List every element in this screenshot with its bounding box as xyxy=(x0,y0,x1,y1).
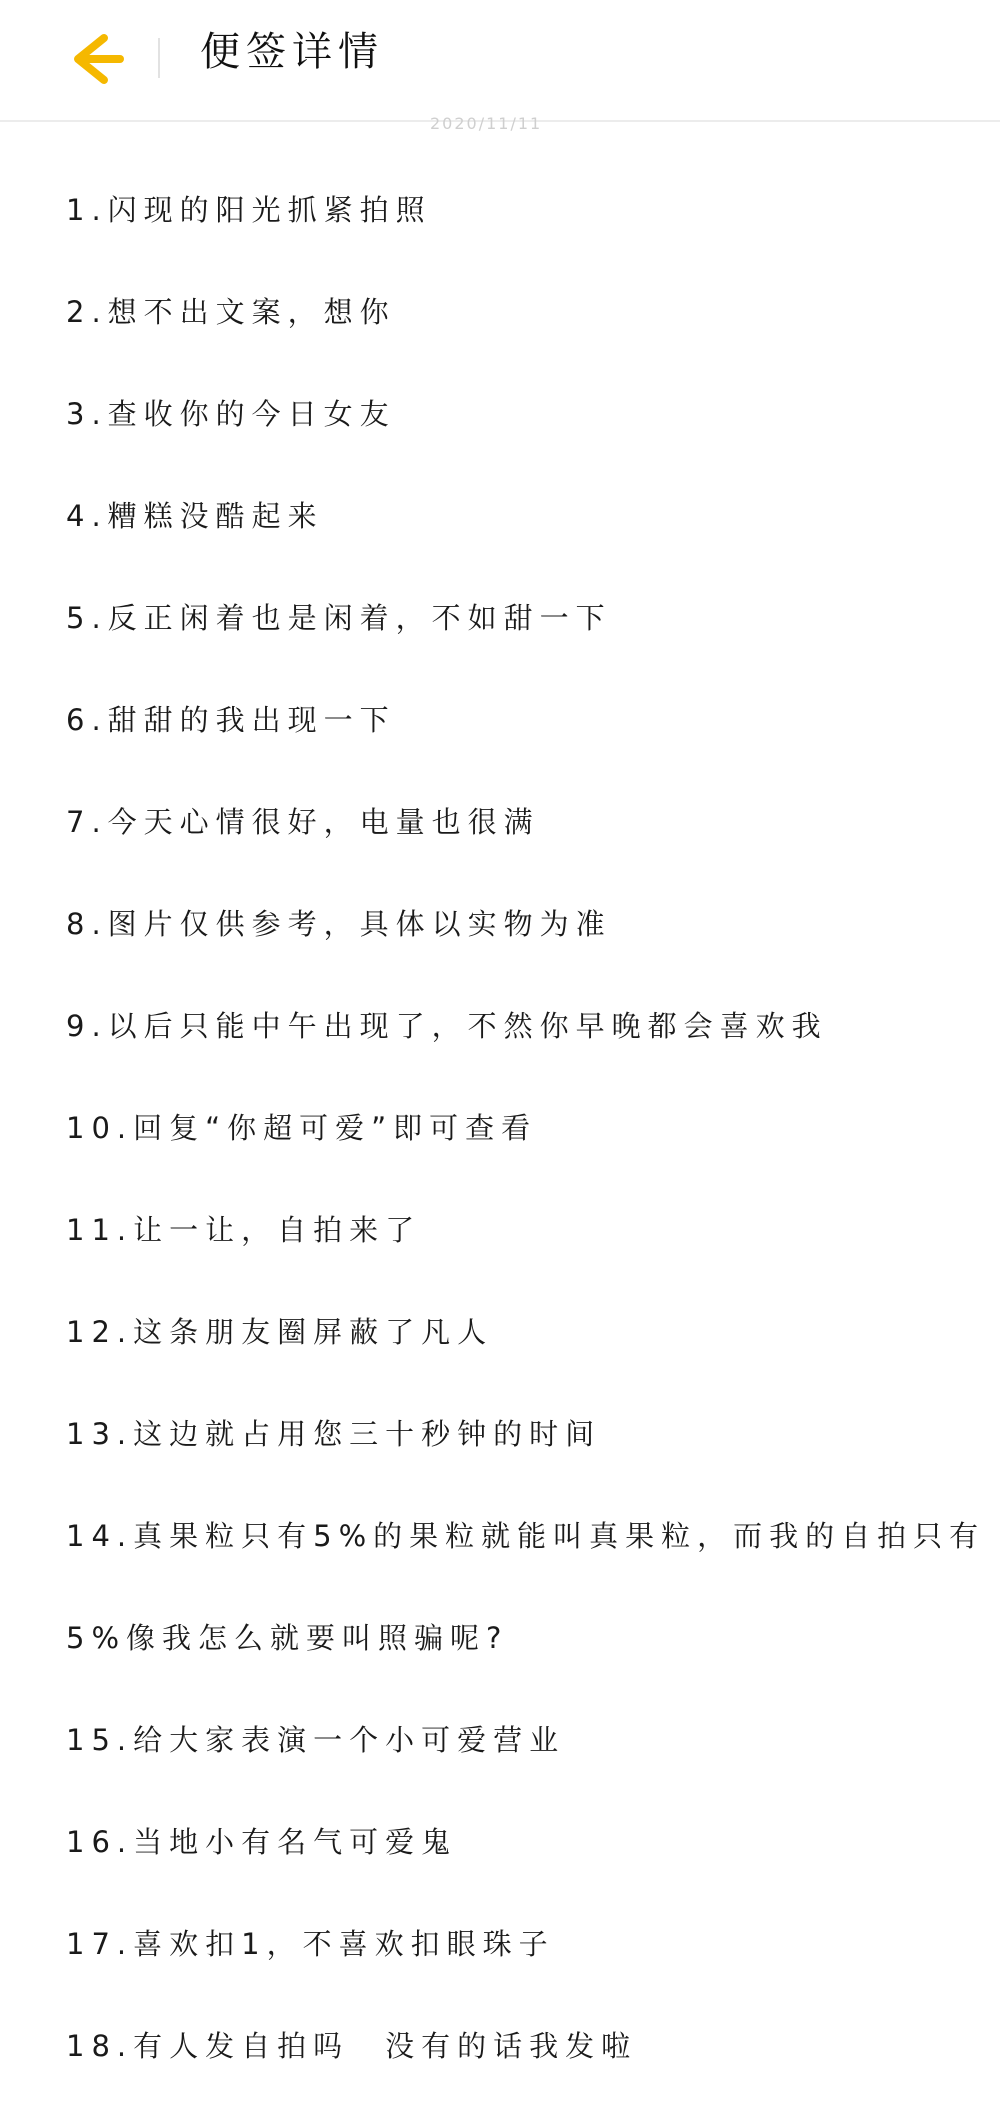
note-line: 1.闪现的阳光抓紧拍照 xyxy=(66,193,432,227)
note-line: 17.喜欢扣1，不喜欢扣眼珠子 xyxy=(66,1927,555,1961)
note-line: 14.真果粒只有5%的果粒就能叫真果粒，而我的自拍只有 xyxy=(66,1519,986,1553)
back-button[interactable] xyxy=(60,28,130,90)
note-line: 8.图片仅供参考，具体以实物为准 xyxy=(66,907,612,941)
note-line: 13.这边就占用您三十秒钟的时间 xyxy=(66,1417,602,1451)
note-line: 2.想不出文案，想你 xyxy=(66,295,396,329)
note-line: 5.反正闲着也是闲着，不如甜一下 xyxy=(66,601,612,635)
note-line: 12.这条朋友圈屏蔽了凡人 xyxy=(66,1315,494,1349)
note-content[interactable] xyxy=(66,170,986,2108)
page-title: 便签详情 xyxy=(200,29,384,75)
note-line: 6.甜甜的我出现一下 xyxy=(66,703,396,737)
top-bar xyxy=(0,0,1000,122)
note-line: 9.以后只能中午出现了，不然你早晚都会喜欢我 xyxy=(66,1009,828,1043)
note-line: 7.今天心情很好，电量也很满 xyxy=(66,805,540,839)
note-line: 16.当地小有名气可爱鬼 xyxy=(66,1825,458,1859)
note-line: 4.糟糕没酷起来 xyxy=(66,499,324,533)
note-line: 18.有人发自拍吗 没有的话我发啦 xyxy=(66,2029,638,2063)
note-line: 10.回复“你超可爱”即可查看 xyxy=(66,1111,538,1145)
header-divider xyxy=(158,38,160,78)
note-date: 2020/11/11 xyxy=(430,114,543,133)
note-line: 5%像我怎么就要叫照骗呢? xyxy=(66,1621,509,1655)
note-line: 3.查收你的今日女友 xyxy=(66,397,396,431)
arrow-left-icon xyxy=(60,28,130,90)
note-line: 11.让一让，自拍来了 xyxy=(66,1213,422,1247)
note-line: 15.给大家表演一个小可爱营业 xyxy=(66,1723,566,1757)
